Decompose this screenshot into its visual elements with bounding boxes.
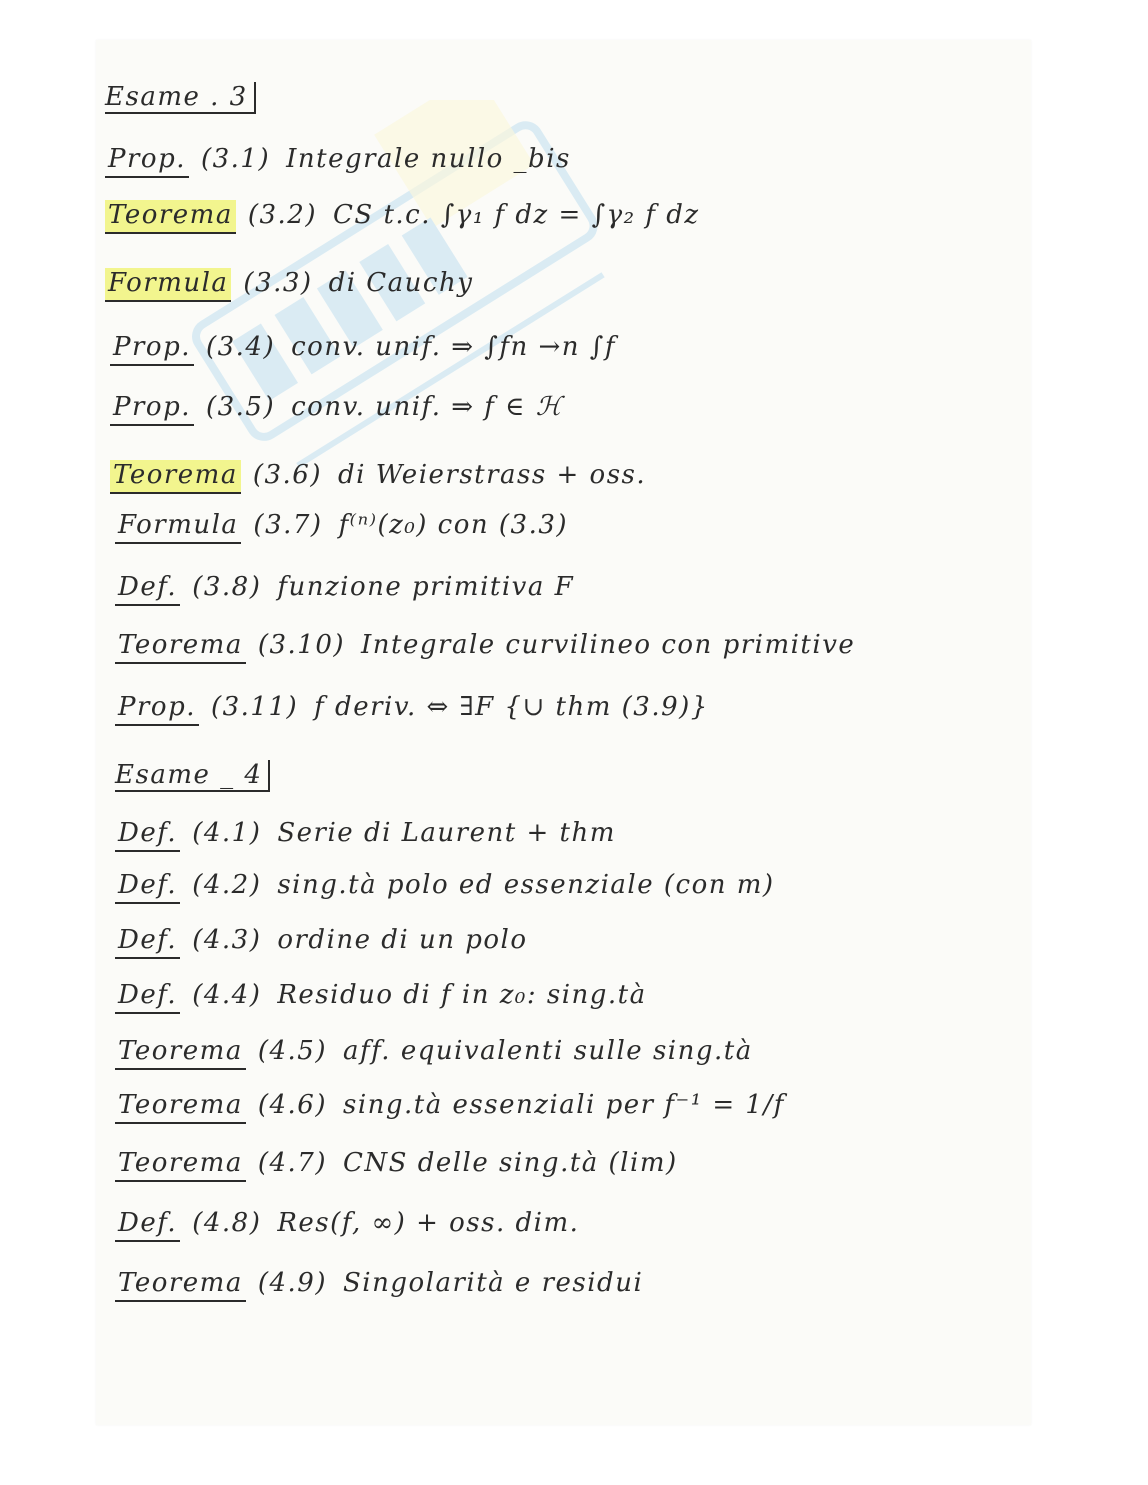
item-text: di Weierstrass + oss.	[337, 460, 647, 490]
item-kind: Def.	[115, 870, 180, 904]
item-kind: Teorema	[115, 1036, 246, 1070]
item-number: (4.3)	[192, 925, 262, 955]
list-item	[105, 200, 700, 234]
item-text: f⁽ⁿ⁾(z₀) con (3.3)	[338, 510, 569, 540]
item-number: (3.6)	[252, 460, 322, 490]
item-number: (3.11)	[210, 692, 299, 722]
item-text: di Cauchy	[328, 268, 474, 298]
list-item	[110, 392, 563, 426]
list-item	[115, 1208, 579, 1242]
item-number: (3.2)	[247, 200, 317, 230]
item-text: Serie di Laurent + thm	[277, 818, 616, 848]
item-kind: Def.	[115, 925, 180, 959]
item-number: (4.1)	[192, 818, 262, 848]
item-text: f deriv. ⇔ ∃F {∪ thm (3.9)}	[314, 692, 709, 722]
list-item	[115, 1148, 678, 1182]
item-text: aff. equivalenti sulle sing.tà	[342, 1036, 753, 1066]
list-item	[105, 144, 571, 178]
item-kind: Teorema	[115, 630, 246, 664]
list-item	[115, 1090, 785, 1124]
list-item	[105, 268, 473, 302]
item-kind: Def.	[115, 572, 180, 606]
item-kind: Prop.	[110, 332, 194, 366]
item-kind: Teorema	[115, 1268, 246, 1302]
item-text: Singolarità e residui	[342, 1268, 644, 1298]
section-heading-4	[115, 760, 270, 792]
item-text: Integrale curvilineo con primitive	[361, 630, 856, 660]
list-item	[115, 925, 528, 959]
list-item	[115, 818, 616, 852]
item-text: ordine di un polo	[277, 925, 528, 955]
item-text: funzione primitiva F	[277, 572, 575, 602]
item-number: (4.5)	[257, 1036, 327, 1066]
item-kind-highlighted: Teorema	[110, 460, 241, 494]
item-number: (4.2)	[192, 870, 262, 900]
list-item	[115, 870, 775, 904]
list-item	[115, 1268, 643, 1302]
item-number: (4.8)	[192, 1208, 262, 1238]
item-number: (3.10)	[257, 630, 346, 660]
item-text: Residuo di f in z₀: sing.tà	[277, 980, 647, 1010]
item-text: Integrale nullo _bis	[286, 144, 571, 174]
item-text: sing.tà essenziali per f⁻¹ = 1/f	[342, 1090, 785, 1120]
item-kind: Teorema	[115, 1148, 246, 1182]
item-kind-highlighted: Formula	[105, 268, 231, 302]
item-number: (3.1)	[200, 144, 271, 174]
item-kind-highlighted: Teorema	[105, 200, 236, 234]
item-kind: Def.	[115, 1208, 180, 1242]
list-item	[115, 980, 647, 1014]
item-kind: Def.	[115, 980, 180, 1014]
section-heading-4-label: Esame _ 4	[115, 760, 270, 792]
item-number: (3.3)	[243, 268, 313, 298]
list-item	[115, 572, 574, 606]
section-heading-3-label: Esame . 3	[105, 82, 256, 114]
section-heading-3	[105, 82, 256, 114]
list-item	[110, 460, 646, 494]
item-text: conv. unif. ⇒ f ∈ ℋ	[291, 392, 563, 422]
item-number: (3.7)	[253, 510, 323, 540]
item-number: (4.7)	[257, 1148, 327, 1178]
item-text: conv. unif. ⇒ ∫fn →n ∫f	[291, 332, 616, 362]
item-kind: Teorema	[115, 1090, 246, 1124]
item-text: CNS delle sing.tà (lim)	[342, 1148, 678, 1178]
list-item	[115, 510, 568, 544]
item-text: sing.tà polo ed essenziale (con m)	[277, 870, 775, 900]
list-item	[110, 332, 616, 366]
item-kind: Def.	[115, 818, 180, 852]
item-number: (4.4)	[192, 980, 262, 1010]
item-text: CS t.c. ∫γ₁ f dz = ∫γ₂ f dz	[332, 200, 700, 230]
item-number: (4.6)	[257, 1090, 327, 1120]
item-kind: Formula	[115, 510, 241, 544]
item-kind: Prop.	[115, 692, 199, 726]
item-number: (3.8)	[192, 572, 262, 602]
item-number: (3.4)	[205, 332, 276, 362]
item-number: (3.5)	[205, 392, 276, 422]
item-kind: Prop.	[105, 144, 189, 178]
list-item	[115, 1036, 753, 1070]
item-text: Res(f, ∞) + oss. dim.	[277, 1208, 580, 1238]
list-item	[115, 692, 709, 726]
item-number: (4.9)	[257, 1268, 327, 1298]
item-kind: Prop.	[110, 392, 194, 426]
list-item	[115, 630, 855, 664]
